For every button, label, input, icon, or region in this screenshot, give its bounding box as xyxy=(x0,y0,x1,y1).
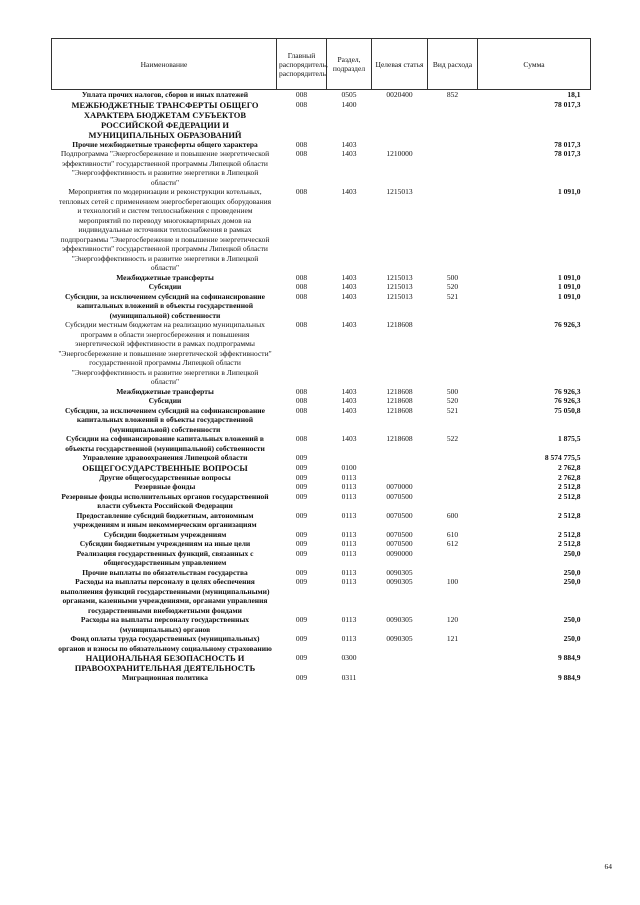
row-expense: 100 xyxy=(446,577,459,586)
row-chief: 009 xyxy=(295,539,308,548)
row-target: 0070500 xyxy=(386,510,413,520)
row-section: 1403 xyxy=(341,434,357,443)
row-expense: 521 xyxy=(446,405,459,415)
table-row xyxy=(52,140,591,150)
row-sum: 76 926,3 xyxy=(554,320,581,329)
row-section: 0113 xyxy=(341,634,357,643)
row-expense: 521 xyxy=(446,291,459,301)
row-expense xyxy=(428,100,478,140)
row-name: Фонд оплаты труда государственных (муниципальных) органов и взносы по обязательному социальному страхованию xyxy=(58,634,272,653)
row-expense: 852 xyxy=(428,90,478,100)
table-row xyxy=(52,100,591,140)
row-chief: 009 xyxy=(295,472,308,482)
row-chief: 009 xyxy=(295,491,308,501)
table-row xyxy=(52,549,591,568)
row-target xyxy=(372,100,428,140)
budget-table xyxy=(51,38,591,683)
row-section: 1403 xyxy=(341,396,357,405)
row-target: 0090305 xyxy=(386,634,413,643)
table-row xyxy=(52,292,591,321)
row-sum: 9 884,9 xyxy=(558,673,581,682)
row-section: 0113 xyxy=(341,482,357,491)
table-row xyxy=(52,539,591,549)
row-expense xyxy=(428,463,478,473)
header-target: Целевая статья xyxy=(372,39,428,90)
row-name: Расходы на выплаты персоналу государственных (муниципальных) органов xyxy=(80,615,250,634)
table-header xyxy=(52,39,591,90)
row-section: 1403 xyxy=(341,386,357,396)
row-sum: 76 926,3 xyxy=(554,386,581,396)
row-section: 0113 xyxy=(341,567,357,577)
row-sum: 18,1 xyxy=(478,90,591,100)
row-sum: 9 884,9 xyxy=(558,653,581,662)
row-target: 0020400 xyxy=(372,90,428,100)
row-sum: 2 512,8 xyxy=(558,491,581,501)
table-row xyxy=(52,568,591,578)
row-sum: 250,0 xyxy=(563,577,581,586)
row-name: Реализация государственных функций, связанных с общегосударственным управлением xyxy=(76,548,254,567)
table-row xyxy=(52,463,591,473)
row-name: Резервные фонды исполнительных органов государственной власти субъекта Российской Федерации xyxy=(61,491,269,510)
table-body xyxy=(52,90,591,683)
row-name: Резервные фонды xyxy=(134,482,196,491)
table-row xyxy=(52,653,591,673)
row-expense: 500 xyxy=(446,386,459,396)
row-sum: 8 574 775,5 xyxy=(544,453,581,462)
row-name: НАЦИОНАЛЬНАЯ БЕЗОПАСНОСТЬ И ПРАВООХРАНИТЕЛЬНАЯ ДЕЯТЕЛЬНОСТЬ xyxy=(74,653,256,673)
row-target xyxy=(372,673,428,683)
row-chief: 008 xyxy=(295,386,308,396)
row-chief: 008 xyxy=(277,90,327,100)
row-target: 1218608 xyxy=(386,320,413,329)
row-target: 0090305 xyxy=(386,615,413,624)
row-chief: 008 xyxy=(295,434,308,443)
table-row xyxy=(52,492,591,511)
row-target: 0070500 xyxy=(386,529,413,539)
row-name: Межбюджетные трансферты xyxy=(116,272,214,282)
row-section: 1403 xyxy=(341,187,357,196)
table-row xyxy=(52,511,591,530)
row-sum: 250,0 xyxy=(563,548,581,558)
row-sum: 1 875,5 xyxy=(558,434,581,443)
row-sum: 2 512,8 xyxy=(558,529,581,539)
row-chief: 009 xyxy=(295,462,308,472)
header-chief: Главный распорядитель, распорядитель xyxy=(277,39,327,90)
row-name: Предоставление субсидий бюджетным, автономным учреждениям и иным некоммерческим организациям xyxy=(73,510,257,529)
row-name: Мероприятия по модернизации и реконструкции котельных, тепловых сетей с применением энергосберегающих оборудования и технологий и систем теплоснабжения с проведением мероприятий по переводу многоквартирных домов на индивидуальные источники теплоснабжения в рамках подпрограммы "Энергосбережение и повышение энергетической эффективности" государственной программы Липецкой области "Энергоэффективность и развитие энергетики в Липецкой области" xyxy=(58,187,272,272)
row-sum: 75 050,8 xyxy=(554,405,581,415)
row-expense xyxy=(428,453,478,463)
row-name: Прочие межбюджетные трансферты общего характера xyxy=(72,139,258,149)
row-name: Субсидии, за исключением субсидий на софинансирование капитальных вложений в объекты государственной (муниципальной) собственности xyxy=(65,291,265,320)
row-target xyxy=(372,140,428,150)
row-expense xyxy=(428,653,478,673)
row-expense: 612 xyxy=(446,539,459,548)
row-chief: 008 xyxy=(295,282,308,291)
row-section: 1400 xyxy=(341,99,357,109)
table-row xyxy=(52,530,591,540)
row-chief: 009 xyxy=(295,653,308,662)
table-row xyxy=(52,634,591,653)
row-name: МЕЖБЮДЖЕТНЫЕ ТРАНСФЕРТЫ ОБЩЕГО ХАРАКТЕРА БЮДЖЕТАМ СУБЪЕКТОВ РОССИЙСКОЙ ФЕДЕРАЦИИ И МУНИЦИПАЛЬНЫХ ОБРАЗОВАНИЙ xyxy=(71,99,259,140)
table-row xyxy=(52,577,591,615)
row-section: 1403 xyxy=(341,282,357,291)
row-chief: 009 xyxy=(295,673,308,682)
row-section: 0113 xyxy=(341,491,357,501)
row-name: Расходы на выплаты персоналу в целях обеспечения выполнения функций государственными (муниципальными) органами, казенными учреждениями, органами управления государственными внебюджетными фондами xyxy=(60,577,270,615)
row-target xyxy=(372,653,428,673)
row-expense: 520 xyxy=(446,396,459,405)
table-row xyxy=(52,320,591,387)
row-name: Подпрограмма "Энергосбережение и повышение энергетической эффективности" государственной программы Липецкой области "Энергоэффективность и развитие энергетики в Липецкой области" xyxy=(60,149,270,187)
table-row xyxy=(52,453,591,463)
row-sum: 2 512,8 xyxy=(558,482,581,491)
row-sum: 250,0 xyxy=(563,634,581,643)
row-sum: 250,0 xyxy=(563,615,581,624)
row-target xyxy=(372,473,428,483)
row-section: 0113 xyxy=(341,510,357,520)
row-target: 1215013 xyxy=(386,272,413,282)
row-chief: 009 xyxy=(295,529,308,539)
row-target: 1215013 xyxy=(386,187,413,196)
row-sum: 250,0 xyxy=(563,567,581,577)
row-section: 1403 xyxy=(341,149,357,158)
row-expense xyxy=(428,320,478,387)
row-expense xyxy=(428,482,478,492)
row-section: 0113 xyxy=(341,472,357,482)
row-section: 0505 xyxy=(327,90,372,100)
row-chief: 009 xyxy=(295,453,308,462)
table-row xyxy=(52,396,591,406)
row-chief: 008 xyxy=(295,291,308,301)
header-expense: Вид расхода xyxy=(428,39,478,90)
row-sum: 78 017,3 xyxy=(554,99,581,109)
table-row xyxy=(52,149,591,187)
header-name: Наименование xyxy=(52,39,277,90)
row-target: 1218608 xyxy=(386,386,413,396)
row-chief: 008 xyxy=(295,320,308,329)
row-chief: 008 xyxy=(295,139,308,149)
row-section: 0113 xyxy=(341,539,357,548)
row-section: 0311 xyxy=(341,673,357,682)
header-section: Раздел, подраздел xyxy=(327,39,372,90)
row-sum: 2 762,8 xyxy=(558,462,581,472)
row-name: Субсидии xyxy=(148,396,182,405)
row-expense: 610 xyxy=(446,529,459,539)
table-row xyxy=(52,90,591,100)
row-chief: 008 xyxy=(295,272,308,282)
row-chief: 008 xyxy=(295,396,308,405)
row-chief: 009 xyxy=(295,634,308,643)
row-expense xyxy=(428,149,478,187)
row-name: Субсидии бюджетным учреждениям на иные цели xyxy=(79,539,251,548)
row-name: Другие общегосударственные вопросы xyxy=(99,472,231,482)
row-section xyxy=(327,453,372,463)
row-target xyxy=(372,463,428,473)
row-expense: 120 xyxy=(446,615,459,624)
table-row xyxy=(52,673,591,683)
table-row xyxy=(52,482,591,492)
row-target xyxy=(372,453,428,463)
table-row xyxy=(52,406,591,435)
row-section: 1403 xyxy=(341,405,357,415)
table-row xyxy=(52,615,591,634)
row-expense: 500 xyxy=(446,272,459,282)
row-sum: 76 926,3 xyxy=(554,396,581,405)
row-sum: 1 091,0 xyxy=(558,291,581,301)
row-sum: 2 762,8 xyxy=(558,472,581,482)
row-expense xyxy=(428,673,478,683)
row-target: 0070000 xyxy=(386,482,413,491)
row-sum: 78 017,3 xyxy=(554,139,581,149)
row-expense xyxy=(428,492,478,511)
row-name: Субсидии, за исключением субсидий на софинансирование капитальных вложений в объекты государственной (муниципальной) собственности xyxy=(65,405,265,434)
row-chief: 009 xyxy=(295,510,308,520)
row-chief: 009 xyxy=(295,482,308,491)
row-name: ОБЩЕГОСУДАРСТВЕННЫЕ ВОПРОСЫ xyxy=(82,462,248,473)
row-name: Миграционная политика xyxy=(122,673,208,682)
row-target: 1210000 xyxy=(386,149,413,158)
row-name: Уплата прочих налогов, сборов и иных платежей xyxy=(52,90,277,100)
row-target: 1218608 xyxy=(386,405,413,415)
row-sum: 2 512,8 xyxy=(558,510,581,520)
row-chief: 008 xyxy=(295,149,308,158)
row-chief: 009 xyxy=(295,567,308,577)
row-sum: 2 512,8 xyxy=(558,539,581,548)
row-expense xyxy=(428,473,478,483)
row-expense: 600 xyxy=(446,510,459,520)
row-name: Прочие выплаты по обязательствам государства xyxy=(82,567,248,577)
row-target: 0090305 xyxy=(386,567,413,577)
row-section: 1403 xyxy=(341,272,357,282)
row-section: 0113 xyxy=(341,548,357,558)
row-section: 0100 xyxy=(341,462,357,472)
header-sum: Сумма xyxy=(478,39,591,90)
row-sum: 1 091,0 xyxy=(558,272,581,282)
page-number: 64 xyxy=(604,862,612,871)
table-row xyxy=(52,187,591,273)
row-expense: 522 xyxy=(446,434,459,443)
table-row xyxy=(52,473,591,483)
row-chief: 008 xyxy=(295,99,308,109)
row-chief: 009 xyxy=(295,577,308,586)
table-row xyxy=(52,387,591,397)
row-section: 1403 xyxy=(341,320,357,329)
table-row xyxy=(52,434,591,453)
row-name: Субсидии местным бюджетам на реализацию муниципальных программ в области энергосбережения и повышения энергетической эффективности в рамках подпрограммы "Энергосбережение и повышение энергетической эффективности" государственной программы Липецкой области "Энергоэффективность и развитие энергетики в Липецкой области" xyxy=(58,320,272,386)
row-name: Управление здравоохранения Липецкой области xyxy=(82,453,248,462)
row-expense xyxy=(428,187,478,273)
row-expense xyxy=(428,549,478,568)
row-section: 0113 xyxy=(341,529,357,539)
table-row xyxy=(52,273,591,283)
row-section: 1403 xyxy=(341,291,357,301)
row-chief: 009 xyxy=(295,548,308,558)
row-name: Субсидии на софинансирование капитальных вложений в объекты государственной (муниципальной) собственности xyxy=(65,434,265,453)
row-section: 1403 xyxy=(341,139,357,149)
row-target: 0070500 xyxy=(386,539,413,548)
row-expense xyxy=(428,568,478,578)
row-name: Субсидии xyxy=(148,282,182,291)
row-expense: 520 xyxy=(446,282,459,291)
row-target: 0090000 xyxy=(386,548,413,558)
row-name: Субсидии бюджетным учреждениям xyxy=(103,529,227,539)
row-section: 0300 xyxy=(341,653,357,662)
row-expense xyxy=(428,140,478,150)
row-target: 1215013 xyxy=(386,291,413,301)
table-row xyxy=(52,282,591,292)
row-section: 0113 xyxy=(341,615,357,624)
row-sum: 1 091,0 xyxy=(558,187,581,196)
row-target: 1218608 xyxy=(386,434,413,443)
row-name: Межбюджетные трансферты xyxy=(116,386,214,396)
row-chief: 008 xyxy=(295,187,308,196)
row-expense: 121 xyxy=(446,634,459,643)
row-section: 0113 xyxy=(341,577,357,586)
row-chief: 008 xyxy=(295,405,308,415)
row-sum: 1 091,0 xyxy=(558,282,581,291)
row-sum: 78 017,3 xyxy=(554,149,581,158)
row-target: 0090305 xyxy=(386,577,413,586)
row-target: 1215013 xyxy=(386,282,413,291)
row-chief: 009 xyxy=(295,615,308,624)
row-target: 1218608 xyxy=(386,396,413,405)
row-target: 0070500 xyxy=(386,491,413,501)
